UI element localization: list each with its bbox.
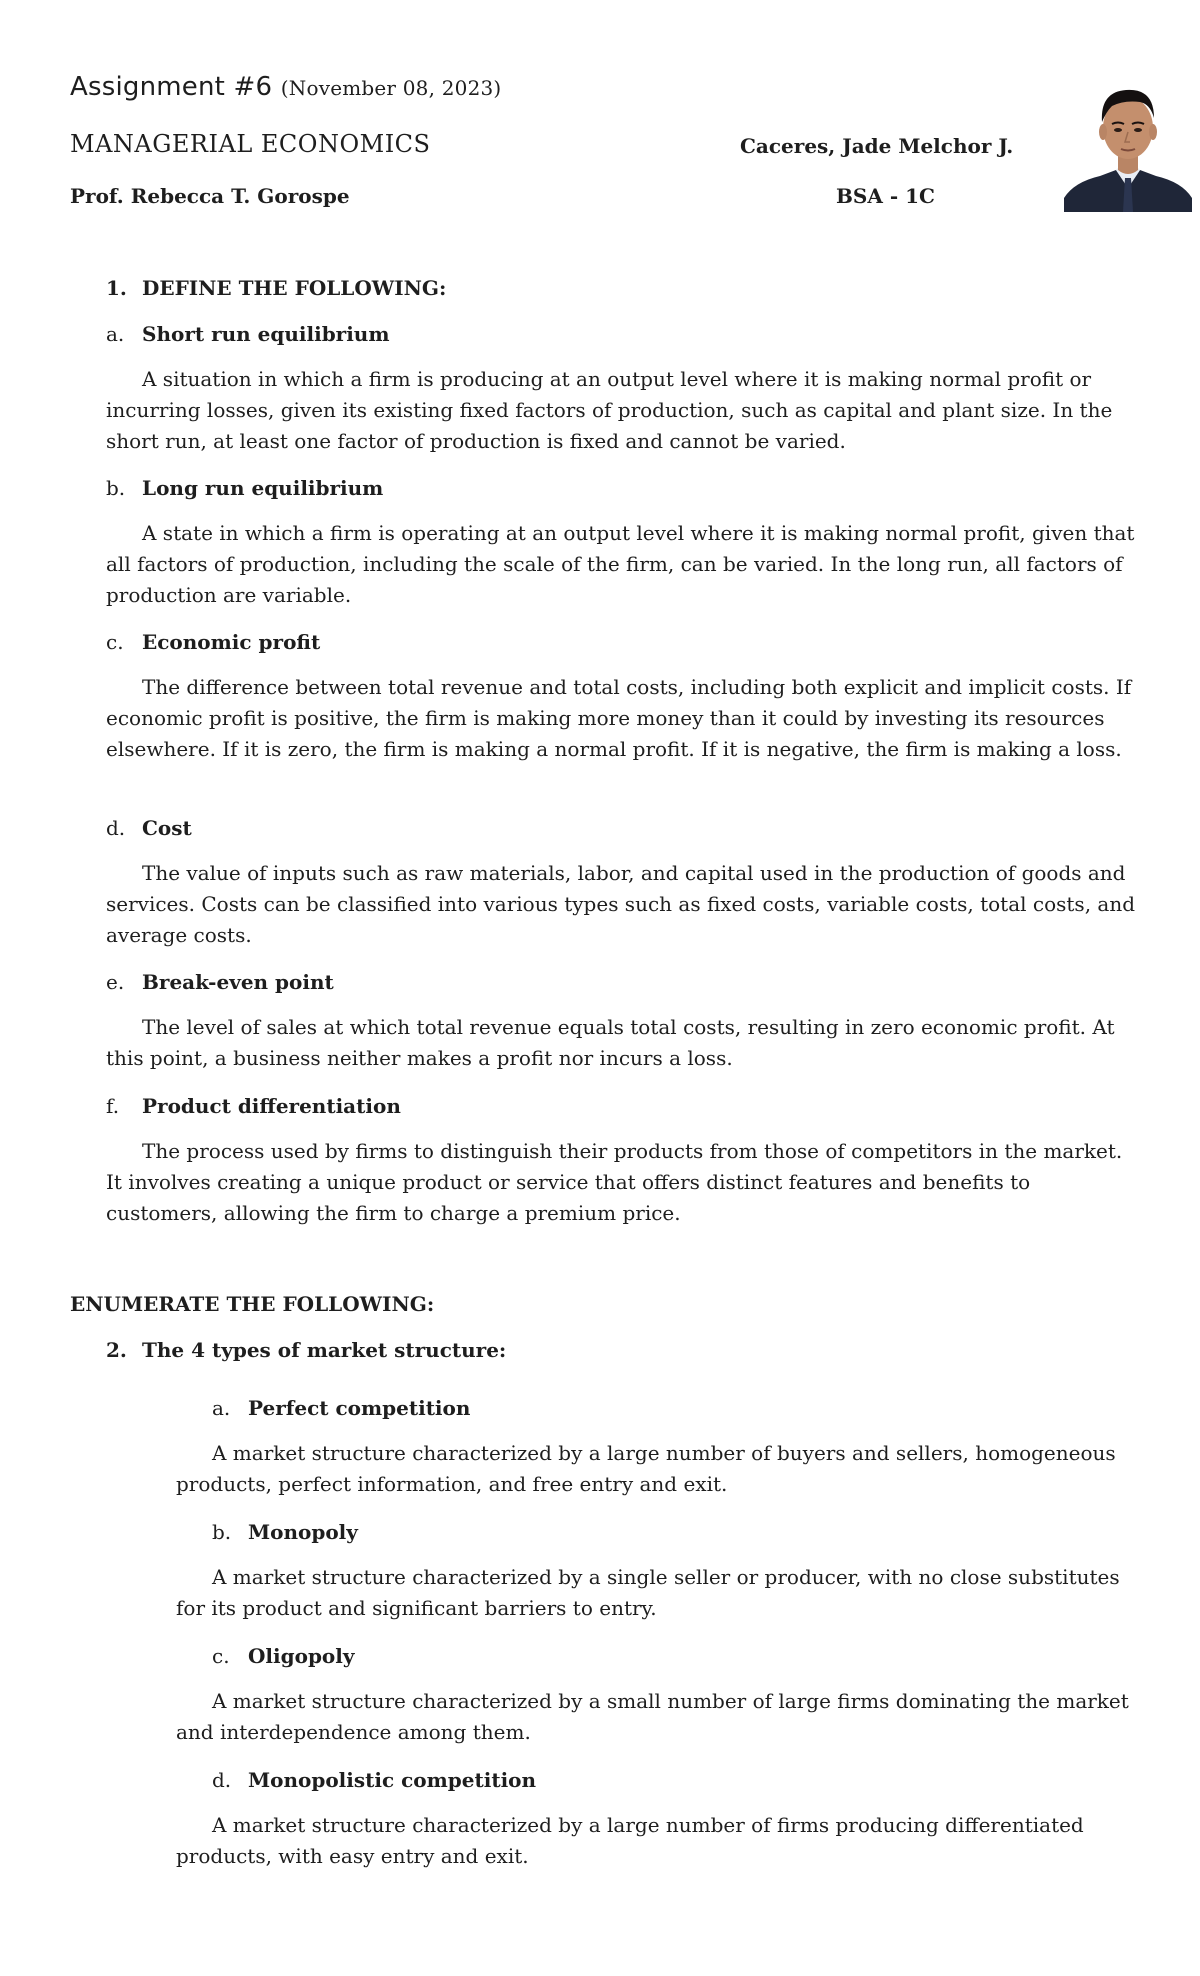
professor-name: Prof. Rebecca T. Gorospe — [70, 184, 350, 208]
term-letter: f. — [106, 1094, 120, 1118]
part2-number: 2. — [106, 1338, 127, 1362]
term-letter: d. — [106, 816, 126, 840]
term-title: Long run equilibrium — [142, 476, 384, 500]
term-definition: A state in which a firm is operating at an output level where it is making normal profit, given that all factors of production, including the scale of the firm, can be varied. In the long run, all factors of production are variable. — [106, 521, 1135, 607]
market-structure-title: Oligopoly — [248, 1644, 355, 1668]
market-structure-definition: A market structure characterized by a small number of large firms dominating the market and interdependence among them. — [176, 1689, 1129, 1744]
market-structure-letter: d. — [212, 1768, 232, 1792]
term-definition: The process used by firms to distinguish their products from those of competitors in the market. It involves creating a unique product or service that offers distinct features and benefits to customers, allowing the firm to charge a premium price. — [106, 1139, 1123, 1225]
assignment-title — [70, 72, 501, 102]
part2-heading — [106, 1338, 506, 1362]
term-definition: A situation in which a firm is producing at an output level where it is making normal profit or incurring losses, given its existing fixed factors of production, such as capital and plant size. In the short run, at least one factor of production is fixed and cannot be varied. — [106, 367, 1113, 453]
assignment-number: Assignment #6 — [70, 72, 273, 102]
term-title: Cost — [142, 816, 192, 840]
market-structure-heading — [212, 1644, 354, 1668]
market-structure-heading — [212, 1768, 536, 1792]
market-structure-letter: a. — [212, 1396, 231, 1420]
term-letter: a. — [106, 322, 125, 346]
term-heading — [106, 630, 320, 654]
market-structure-definition: A market structure characterized by a large number of buyers and sellers, homogeneous products, perfect information, and free entry and exit. — [176, 1441, 1116, 1496]
part2-section-heading: ENUMERATE THE FOLLOWING: — [70, 1292, 435, 1316]
market-structure-letter: b. — [212, 1520, 232, 1544]
student-name: Caceres, Jade Melchor J. — [740, 134, 1014, 158]
term-title: Short run equilibrium — [142, 322, 390, 346]
assignment-date: (November 08, 2023) — [280, 76, 502, 100]
market-structure-heading — [212, 1520, 358, 1544]
market-structure-definition: A market structure characterized by a large number of firms producing differentiated products, with easy entry and exit. — [176, 1813, 1084, 1868]
term-heading — [106, 322, 390, 346]
course-title: MANAGERIAL ECONOMICS — [70, 130, 431, 158]
market-structure-title: Monopolistic competition — [248, 1768, 537, 1792]
term-definition: The level of sales at which total revenue equals total costs, resulting in zero economic profit. At this point, a business neither makes a profit nor incurs a loss. — [106, 1015, 1115, 1070]
market-structure-heading — [212, 1396, 470, 1420]
market-structure-letter: c. — [212, 1644, 230, 1668]
term-definition: The difference between total revenue and total costs, including both explicit and implicit costs. If economic profit is positive, the firm is making more money than it could by investing its resources elsewhere. If it is zero, the firm is making a normal profit. If it is negative, the firm is making a loss. — [106, 675, 1132, 761]
term-title: Economic profit — [142, 630, 321, 654]
term-heading — [106, 816, 192, 840]
term-title: Break-even point — [142, 970, 334, 994]
market-structure-definition: A market structure characterized by a single seller or producer, with no close substitutes for its product and significant barriers to entry. — [176, 1565, 1120, 1620]
term-letter: b. — [106, 476, 126, 500]
student-photo — [1064, 70, 1192, 212]
part1-title: DEFINE THE FOLLOWING: — [142, 276, 447, 300]
market-structure-title: Monopoly — [248, 1520, 358, 1544]
part1-number: 1. — [106, 276, 127, 300]
term-letter: c. — [106, 630, 124, 654]
term-letter: e. — [106, 970, 125, 994]
term-definition: The value of inputs such as raw materials, labor, and capital used in the production of goods and services. Costs can be classified into various types such as fixed costs, variable costs, total costs, and average costs. — [106, 861, 1136, 947]
term-title: Product differentiation — [142, 1094, 401, 1118]
part2-title: The 4 types of market structure: — [142, 1338, 507, 1362]
term-heading — [106, 1094, 401, 1118]
term-heading — [106, 970, 334, 994]
part1-heading — [106, 276, 446, 300]
term-heading — [106, 476, 383, 500]
student-section: BSA - 1C — [836, 184, 935, 208]
market-structure-title: Perfect competition — [248, 1396, 471, 1420]
